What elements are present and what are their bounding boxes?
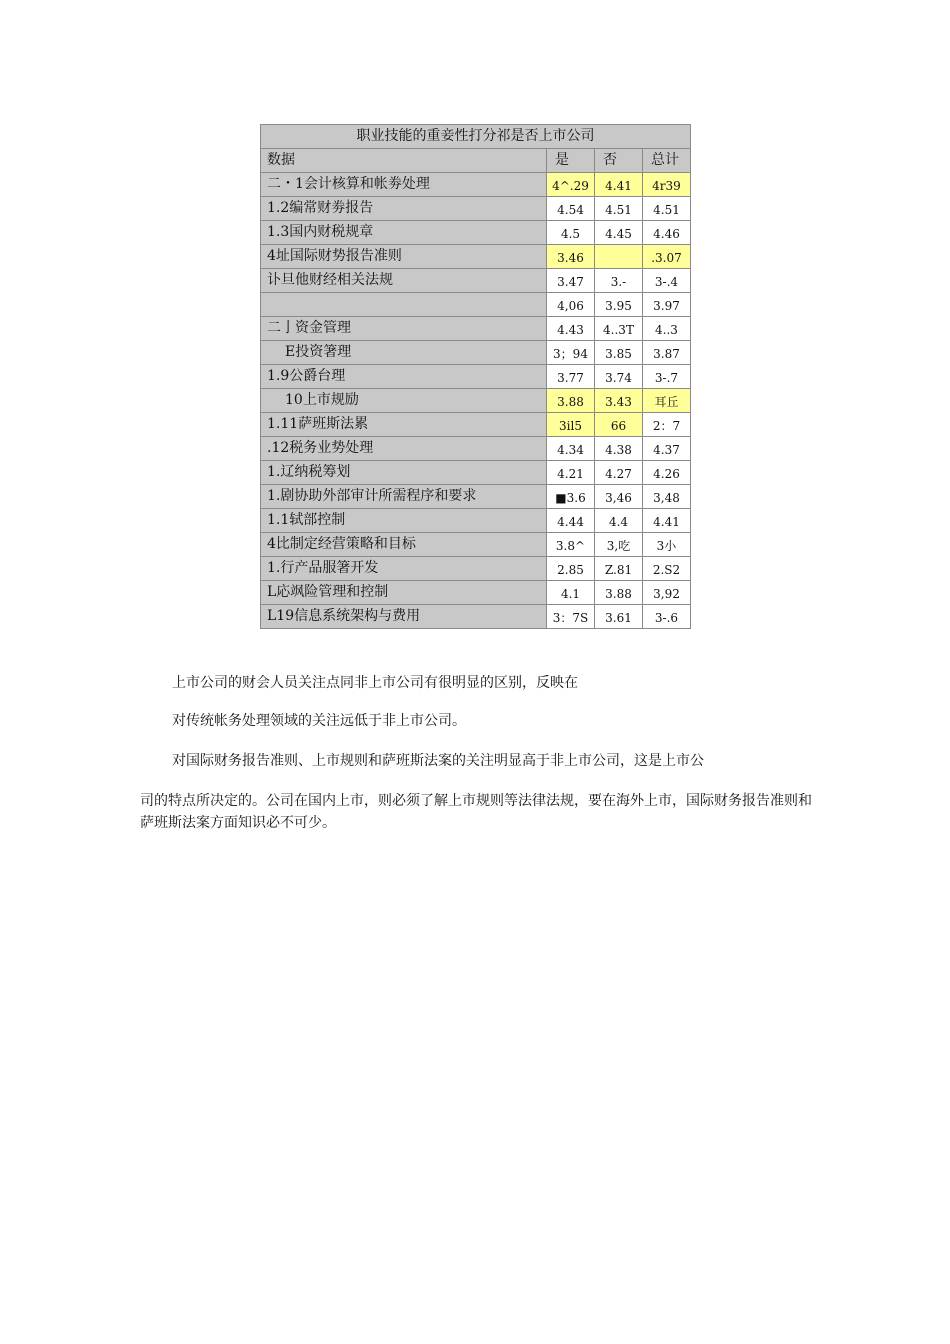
cell-total: 3,92 [643, 581, 691, 605]
cell-no: 3.88 [595, 581, 643, 605]
table-header-row [261, 149, 691, 173]
header-data: 数据 [261, 149, 547, 173]
header-yes: 是 [547, 149, 595, 173]
row-label: .12税务业势处理 [261, 437, 547, 461]
table-row [261, 317, 691, 341]
cell-total: .3.07 [643, 245, 691, 269]
paragraph-1: 上市公司的财会人员关注点同非上市公司有很明显的区别，反映在 [172, 675, 578, 691]
cell-yes: 4.44 [547, 509, 595, 533]
cell-yes: ■3.6 [547, 485, 595, 509]
cell-yes: 4.54 [547, 197, 595, 221]
cell-yes: 3.77 [547, 365, 595, 389]
cell-total: 4.46 [643, 221, 691, 245]
row-label: 4比制定经营策略和目标 [261, 533, 547, 557]
cell-total: 4.51 [643, 197, 691, 221]
table-row [261, 173, 691, 197]
cell-yes: 4.43 [547, 317, 595, 341]
paragraph-3: 对国际财务报告准则、上市规则和萨班斯法案的关注明显高于非上市公司，这是上市公 [172, 753, 704, 769]
cell-no: 66 [595, 413, 643, 437]
cell-total: 4.37 [643, 437, 691, 461]
table-row [261, 437, 691, 461]
row-label: 1.辽纳税筹划 [261, 461, 547, 485]
row-label: 讣旦他财经相关法规 [261, 269, 547, 293]
cell-total: 3,48 [643, 485, 691, 509]
row-label: 二亅资金管理 [261, 317, 547, 341]
cell-no: 3.- [595, 269, 643, 293]
cell-no: 3.43 [595, 389, 643, 413]
cell-total: 2.S2 [643, 557, 691, 581]
cell-yes: 3.88 [547, 389, 595, 413]
cell-yes: 3.8^ [547, 533, 595, 557]
cell-yes: 4.34 [547, 437, 595, 461]
header-no: 否 [595, 149, 643, 173]
table-row [261, 341, 691, 365]
cell-no: 3.74 [595, 365, 643, 389]
row-label: 二・1会计核算和帐劵处理 [261, 173, 547, 197]
row-label: 1.1轼部控制 [261, 509, 547, 533]
row-label: E投资箸理 [261, 341, 547, 365]
table-row [261, 533, 691, 557]
row-label: 1.2编常财劵报告 [261, 197, 547, 221]
cell-yes: 4^.29 [547, 173, 595, 197]
cell-no: Z.81 [595, 557, 643, 581]
cell-total: 4r39 [643, 173, 691, 197]
cell-yes: 4.1 [547, 581, 595, 605]
cell-yes: 3：7S [547, 605, 595, 629]
paragraph-4: 司的特点所决定的。公司在国内上市，则必须了解上市规则等法律法规，要在海外上市，国际财务报告准则和萨班斯法案方面知识必不可少。 [140, 793, 812, 831]
cell-yes: 3.46 [547, 245, 595, 269]
cell-total: 3小 [643, 533, 691, 557]
cell-yes: 2.85 [547, 557, 595, 581]
header-total: 总计 [643, 149, 691, 173]
table-row [261, 197, 691, 221]
cell-total: 3.97 [643, 293, 691, 317]
cell-total: 3-.4 [643, 269, 691, 293]
table-row [261, 389, 691, 413]
table-row [261, 605, 691, 629]
cell-no: 3.95 [595, 293, 643, 317]
cell-no: 4.4 [595, 509, 643, 533]
cell-total: 3-.7 [643, 365, 691, 389]
cell-no [595, 245, 643, 269]
cell-no: 4.51 [595, 197, 643, 221]
cell-no: 3.85 [595, 341, 643, 365]
table-row [261, 413, 691, 437]
paragraph-2: 对传统帐务处理领域的关注远低于非上市公司。 [172, 713, 466, 729]
row-label: 10上市规励 [261, 389, 547, 413]
table-row [261, 245, 691, 269]
table-title: 职业技能的重妾性打分祁是否上市公司 [261, 125, 691, 149]
row-label: 1.3国内财税规章 [261, 221, 547, 245]
table-row [261, 461, 691, 485]
cell-no: 4.27 [595, 461, 643, 485]
cell-total: 2：7 [643, 413, 691, 437]
table-row [261, 269, 691, 293]
row-label: 1.行产品服箸开发 [261, 557, 547, 581]
table-row [261, 581, 691, 605]
row-label: 1.9公爵台理 [261, 365, 547, 389]
cell-no: 4.45 [595, 221, 643, 245]
row-label: 1.剧协助外部审计所需程序和要求 [261, 485, 547, 509]
cell-total: 3.87 [643, 341, 691, 365]
cell-yes: 3il5 [547, 413, 595, 437]
cell-yes: 4.21 [547, 461, 595, 485]
cell-no: 3,46 [595, 485, 643, 509]
table-row [261, 365, 691, 389]
row-label: L応飒险管理和控制 [261, 581, 547, 605]
table-row [261, 557, 691, 581]
cell-no: 4.38 [595, 437, 643, 461]
row-label: 4址国际财势报告准则 [261, 245, 547, 269]
table-row [261, 293, 691, 317]
cell-total: 3-.6 [643, 605, 691, 629]
cell-no: 4.41 [595, 173, 643, 197]
cell-total: 4..3 [643, 317, 691, 341]
table-row [261, 221, 691, 245]
row-label: 1.11萨班斯法累 [261, 413, 547, 437]
cell-yes: 4.5 [547, 221, 595, 245]
row-label: L19信息系统架构与费用 [261, 605, 547, 629]
cell-total: 耳丘 [643, 389, 691, 413]
row-label [261, 293, 547, 317]
table-row [261, 509, 691, 533]
skills-importance-table [260, 124, 691, 629]
table-row [261, 485, 691, 509]
cell-yes: 3.47 [547, 269, 595, 293]
cell-total: 4.26 [643, 461, 691, 485]
cell-yes: 3；94 [547, 341, 595, 365]
cell-no: 4..3T [595, 317, 643, 341]
cell-no: 3.61 [595, 605, 643, 629]
table-title-row [261, 125, 691, 149]
cell-no: 3,吃 [595, 533, 643, 557]
cell-yes: 4,06 [547, 293, 595, 317]
cell-total: 4.41 [643, 509, 691, 533]
